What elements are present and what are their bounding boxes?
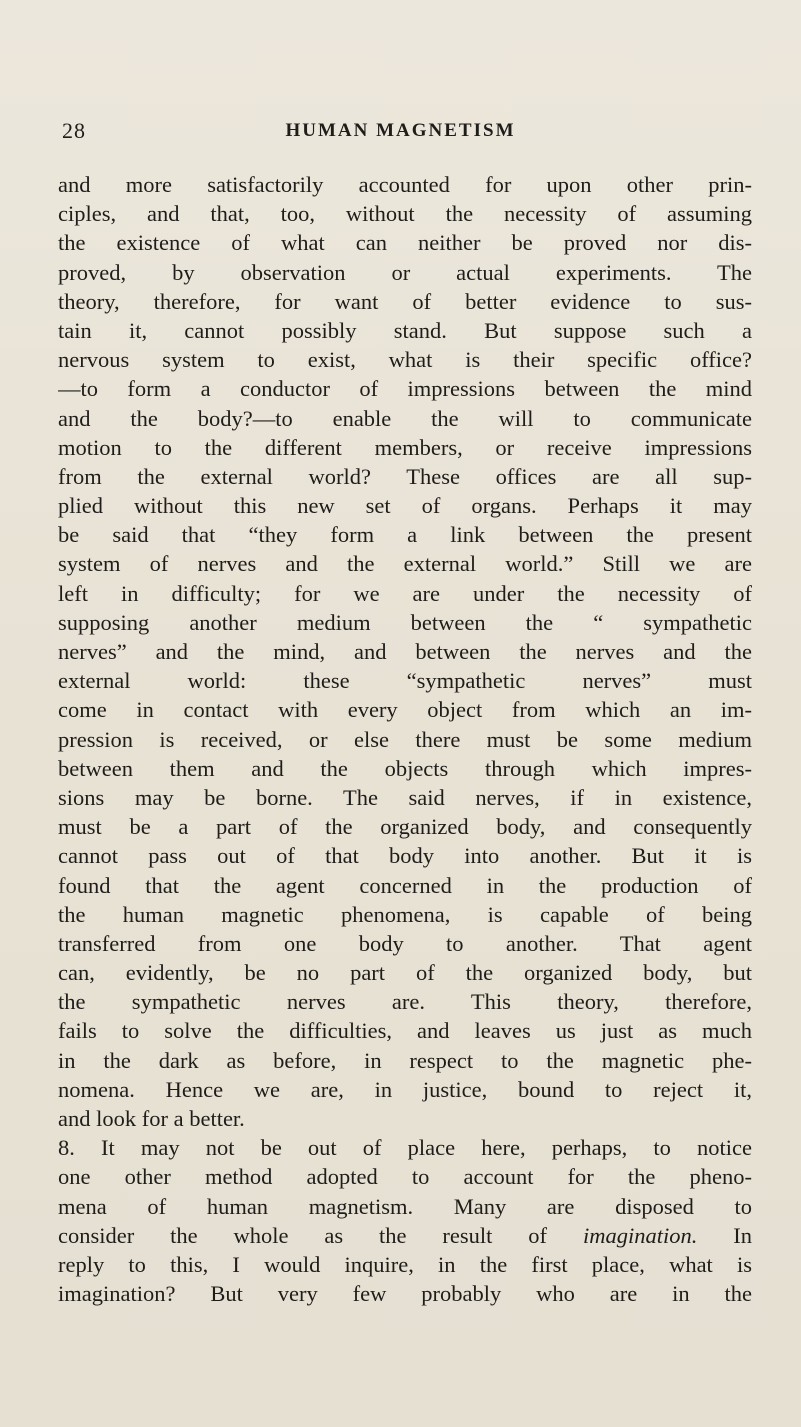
- italic-line-after: In: [733, 1222, 752, 1248]
- text-line: proved, by observation or actual experiments. The: [58, 259, 752, 285]
- text-line: from the external world? These offices are all sup-: [58, 463, 752, 489]
- text-line: nomena. Hence we are, in justice, bound to reject it,: [58, 1076, 752, 1102]
- text-line: and more satisfactorily accounted for upon other prin-: [58, 172, 752, 197]
- text-line: mena of human magnetism. Many are disposed to: [58, 1193, 752, 1219]
- text-line: fails to solve the difficulties, and leaves us just as much: [58, 1018, 752, 1044]
- text-line: sions may be borne. The said nerves, if in existence,: [58, 784, 752, 810]
- text-line: and the body?—to enable the will to communicate: [58, 405, 752, 431]
- text-line: come in contact with every object from which an im-: [58, 697, 752, 723]
- italic-term: imagination.: [582, 1222, 698, 1248]
- text-line: left in difficulty; for we are under the necessity of: [58, 580, 752, 606]
- text-line: in the dark as before, in respect to the magnetic phe-: [58, 1047, 752, 1073]
- text-line: nerves” and the mind, and between the nerves and the: [58, 639, 752, 664]
- text-line: nervous system to exist, what is their specific office?: [58, 347, 752, 373]
- text-line: the sympathetic nerves are. This theory, therefore,: [58, 989, 752, 1015]
- text-line: theory, therefore, for want of better evidence to sus-: [58, 288, 752, 314]
- text-line: transferred from one body to another. That agent: [58, 930, 752, 956]
- text-line: reply to this, I would inquire, in the first place, what is: [58, 1251, 752, 1277]
- text-line: plied without this new set of organs. Perhaps it may: [58, 493, 752, 519]
- text-line: the human magnetic phenomena, is capable of being: [58, 901, 752, 927]
- text-line: motion to the different members, or receive impressions: [58, 434, 752, 460]
- text-line: —to form a conductor of impressions between the mind: [58, 376, 752, 402]
- text-line: supposing another medium between the “ sympathetic: [58, 609, 752, 635]
- text-line: external world: these “sympathetic nerves” must: [58, 668, 752, 694]
- running-head: HUMAN MAGNETISM: [285, 120, 516, 141]
- text-line: cannot pass out of that body into another. But it is: [58, 843, 752, 869]
- text-line: between them and the objects through which impres-: [58, 755, 752, 781]
- body-text: [58, 170, 752, 1308]
- text-line: system of nerves and the external world.” Still we are: [58, 551, 752, 577]
- page-header: [58, 118, 743, 148]
- text-line: be said that “they form a link between the present: [58, 522, 752, 548]
- text-line: must be a part of the organized body, and consequently: [58, 814, 752, 840]
- text-line: and look for a better.: [58, 1106, 245, 1131]
- paragraph-8-start: 8. It may not be out of place here, perhaps, to notice: [58, 1135, 752, 1161]
- text-line: imagination? But very few probably who are in the: [58, 1281, 752, 1307]
- text-line-with-italic: [58, 1221, 752, 1250]
- text-line: ciples, and that, too, without the necessity of assuming: [58, 201, 752, 227]
- page-number: 28: [62, 118, 86, 143]
- text-line: pression is received, or else there must be some medium: [58, 726, 752, 752]
- text-line: the existence of what can neither be proved nor dis-: [58, 230, 752, 256]
- text-line: can, evidently, be no part of the organized body, but: [58, 960, 752, 986]
- text-line: one other method adopted to account for the pheno-: [58, 1164, 752, 1190]
- text-line: tain it, cannot possibly stand. But suppose such a: [58, 317, 752, 343]
- text-line: found that the agent concerned in the production of: [58, 872, 752, 898]
- italic-line-before: consider the whole as the result of: [58, 1222, 548, 1248]
